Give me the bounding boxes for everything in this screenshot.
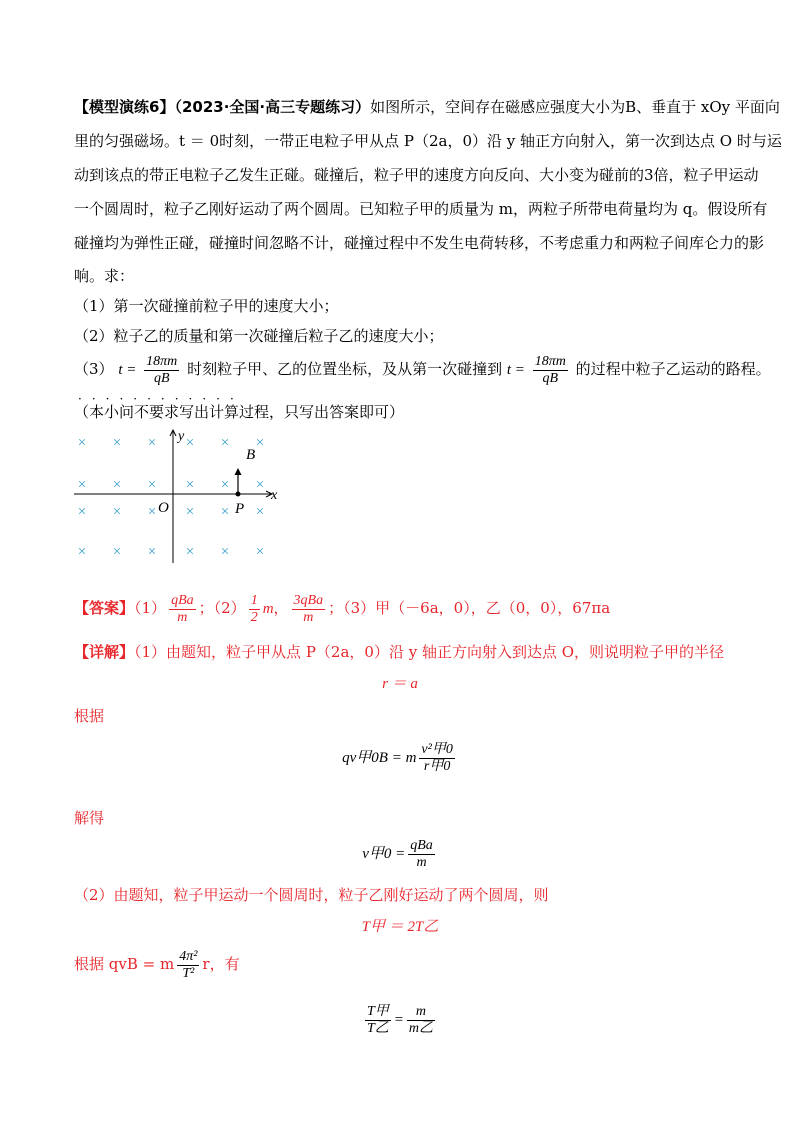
answer-sep-3: ； (328, 599, 344, 617)
answer-3: （3）甲（－6a，0），乙（0，0），67πa (343, 599, 611, 617)
eq3-num: qBa (410, 838, 433, 854)
eq5-den-right: m乙 (408, 1021, 434, 1037)
x-axis-label: x (271, 488, 278, 503)
cross-mark: × (220, 477, 230, 493)
velocity-arrow-head (235, 468, 242, 475)
cross-mark: × (255, 435, 265, 451)
answer-sep-1: ； (198, 599, 214, 617)
text-genju: 根据 (74, 707, 105, 725)
eq2-fraction (419, 742, 454, 775)
q3-frac-den-2: qB (542, 370, 559, 386)
emphasis-dots: ············ (78, 392, 244, 406)
equation-force (0, 738, 800, 778)
eq2-left: qv甲0B = m (342, 750, 417, 766)
cross-mark: × (220, 435, 230, 451)
question-3 (74, 352, 771, 387)
eq4-num: 4π² (179, 948, 198, 964)
y-axis-label: y (178, 429, 185, 444)
eq5-fraction-right (407, 1004, 435, 1037)
q3-fraction-1 (144, 354, 179, 387)
detail-text-1: （1）由题知，粒子甲从点 P（2a，0）沿 y 轴正方向射入到达点 O，则说明粒子甲的半径 (134, 643, 725, 661)
genju-text: 根据 qvB = m (74, 955, 175, 973)
q3-text-c: 的过程中粒子乙运动的路程。 (575, 360, 771, 378)
eq3-left: v甲0 = (362, 846, 406, 862)
cross-mark: × (147, 544, 157, 560)
answer-2-den-b: m (303, 609, 314, 625)
answer-2-num-a: 1 (250, 592, 258, 608)
detail-line-2: （2）由题知，粒子甲运动一个圆周时，粒子乙刚好运动了两个圆周，则 (74, 886, 549, 904)
q3-frac-num-2: 18πm (534, 353, 566, 369)
cross-mark: × (77, 544, 87, 560)
eq5-den-left: T乙 (366, 1021, 389, 1037)
equation-velocity (0, 834, 800, 874)
detail-line-3 (74, 946, 734, 982)
answer-sep-2: ， (273, 599, 289, 617)
cross-mark: × (112, 477, 122, 493)
detail-tag: 【详解】 (74, 643, 135, 661)
answer-2-fraction-b (292, 593, 326, 626)
b-label: B (246, 447, 256, 463)
cross-mark: × (185, 435, 195, 451)
equation-radius: r ＝ a (382, 676, 418, 692)
q3-t-label-2: t = (506, 362, 525, 378)
answer-1-label: （1） (134, 599, 167, 617)
answer-line (74, 590, 734, 627)
cross-mark: × (220, 504, 230, 520)
q3-text-b: 时刻粒子甲、乙的位置坐标，及从第一次碰撞到 (187, 360, 503, 378)
problem-line-6: 响。求： (74, 267, 135, 285)
question-3-note: （本小问不要求写出计算过程，只写出答案即可） (74, 403, 405, 421)
text-jiede: 解得 (74, 809, 105, 827)
cross-mark: × (77, 435, 87, 451)
cross-mark: × (185, 504, 195, 520)
problem-line-2: 里的匀强磁场。t ＝ 0时刻，一带正电粒子甲从点 P（2a，0）沿 y 轴正方向射入，第一次到达点 O 时与运 (74, 132, 782, 150)
answer-2-num-b: 3qBa (293, 592, 324, 608)
answer-2-den-a: 2 (250, 609, 258, 625)
point-p (236, 492, 241, 497)
q3-t-label: t = (118, 362, 137, 378)
problem-tag: 【模型演练6】 (74, 98, 175, 116)
cross-mark: × (220, 544, 230, 560)
eq2-num: v²甲0 (421, 742, 453, 758)
cross-mark: × (147, 435, 157, 451)
q3-label: （3） (74, 360, 114, 378)
question-1: （1）第一次碰撞前粒子甲的速度大小； (74, 297, 339, 315)
cross-mark: × (77, 504, 87, 520)
question-2: （2）粒子乙的质量和第一次碰撞后粒子乙的速度大小； (74, 327, 444, 345)
problem-line-4: 一个圆周时，粒子乙刚好运动了两个圆周。已知粒子甲的质量为 m，两粒子所带电荷量均为 q。假设所有 (74, 200, 768, 218)
cross-mark: × (255, 544, 265, 560)
cross-mark: × (185, 544, 195, 560)
eq4-tail: r，有 (202, 955, 240, 973)
cross-mark: × (112, 435, 122, 451)
cross-mark: × (112, 544, 122, 560)
equation-ratio (0, 1000, 800, 1040)
answer-1-fraction (169, 593, 196, 626)
cross-mark: × (185, 477, 195, 493)
answer-tag: 【答案】 (74, 599, 135, 617)
eq5-fraction-left (365, 1004, 391, 1037)
answer-2-fraction-a (249, 593, 260, 626)
problem-line-1 (74, 97, 780, 117)
answer-2-label: （2） (213, 599, 246, 617)
eq5-num-right: m (407, 1004, 435, 1021)
eq5-equals: = (393, 1012, 404, 1028)
problem-line-3: 动到该点的带正电粒子乙发生正碰。碰撞后，粒子甲的速度方向反向、大小变为碰前的3倍，粒子甲运动 (74, 166, 759, 184)
eq4-fraction (177, 949, 199, 982)
problem-line-5: 碰撞均为弹性正碰，碰撞时间忽略不计，碰撞过程中不发生电荷转移，不考虑重力和两粒子间库仑力的影 (74, 234, 765, 252)
origin-label: O (158, 500, 169, 516)
q3-fraction-2 (533, 354, 568, 387)
cross-mark: × (147, 477, 157, 493)
q3-frac-num: 18πm (146, 353, 178, 369)
eq3-den: m (416, 855, 427, 871)
q3-frac-den: qB (153, 370, 170, 386)
problem-source: （2023·全国·高三专题练习） (174, 98, 371, 116)
detail-line-1 (74, 642, 734, 662)
answer-1-num: qBa (171, 592, 194, 608)
answer-2-mass: m (262, 601, 274, 617)
cross-mark: × (147, 504, 157, 520)
cross-mark: × (77, 477, 87, 493)
answer-1-den: m (177, 609, 188, 625)
cross-mark: × (255, 477, 265, 493)
magnetic-field-figure (70, 428, 290, 568)
p-label: P (235, 501, 245, 517)
cross-mark: × (112, 504, 122, 520)
field-crosses (78, 435, 264, 560)
eq2-den: r甲0 (423, 759, 451, 775)
cross-mark: × (255, 504, 265, 520)
eq3-fraction (408, 838, 435, 871)
eq4-den: T² (182, 965, 195, 981)
problem-text-1: 如图所示，空间存在磁感应强度大小为B、垂直于 xOy 平面向 (370, 98, 780, 116)
equation-period: T甲 ＝ 2T乙 (361, 919, 439, 935)
eq5-num-left: T甲 (366, 1004, 389, 1020)
